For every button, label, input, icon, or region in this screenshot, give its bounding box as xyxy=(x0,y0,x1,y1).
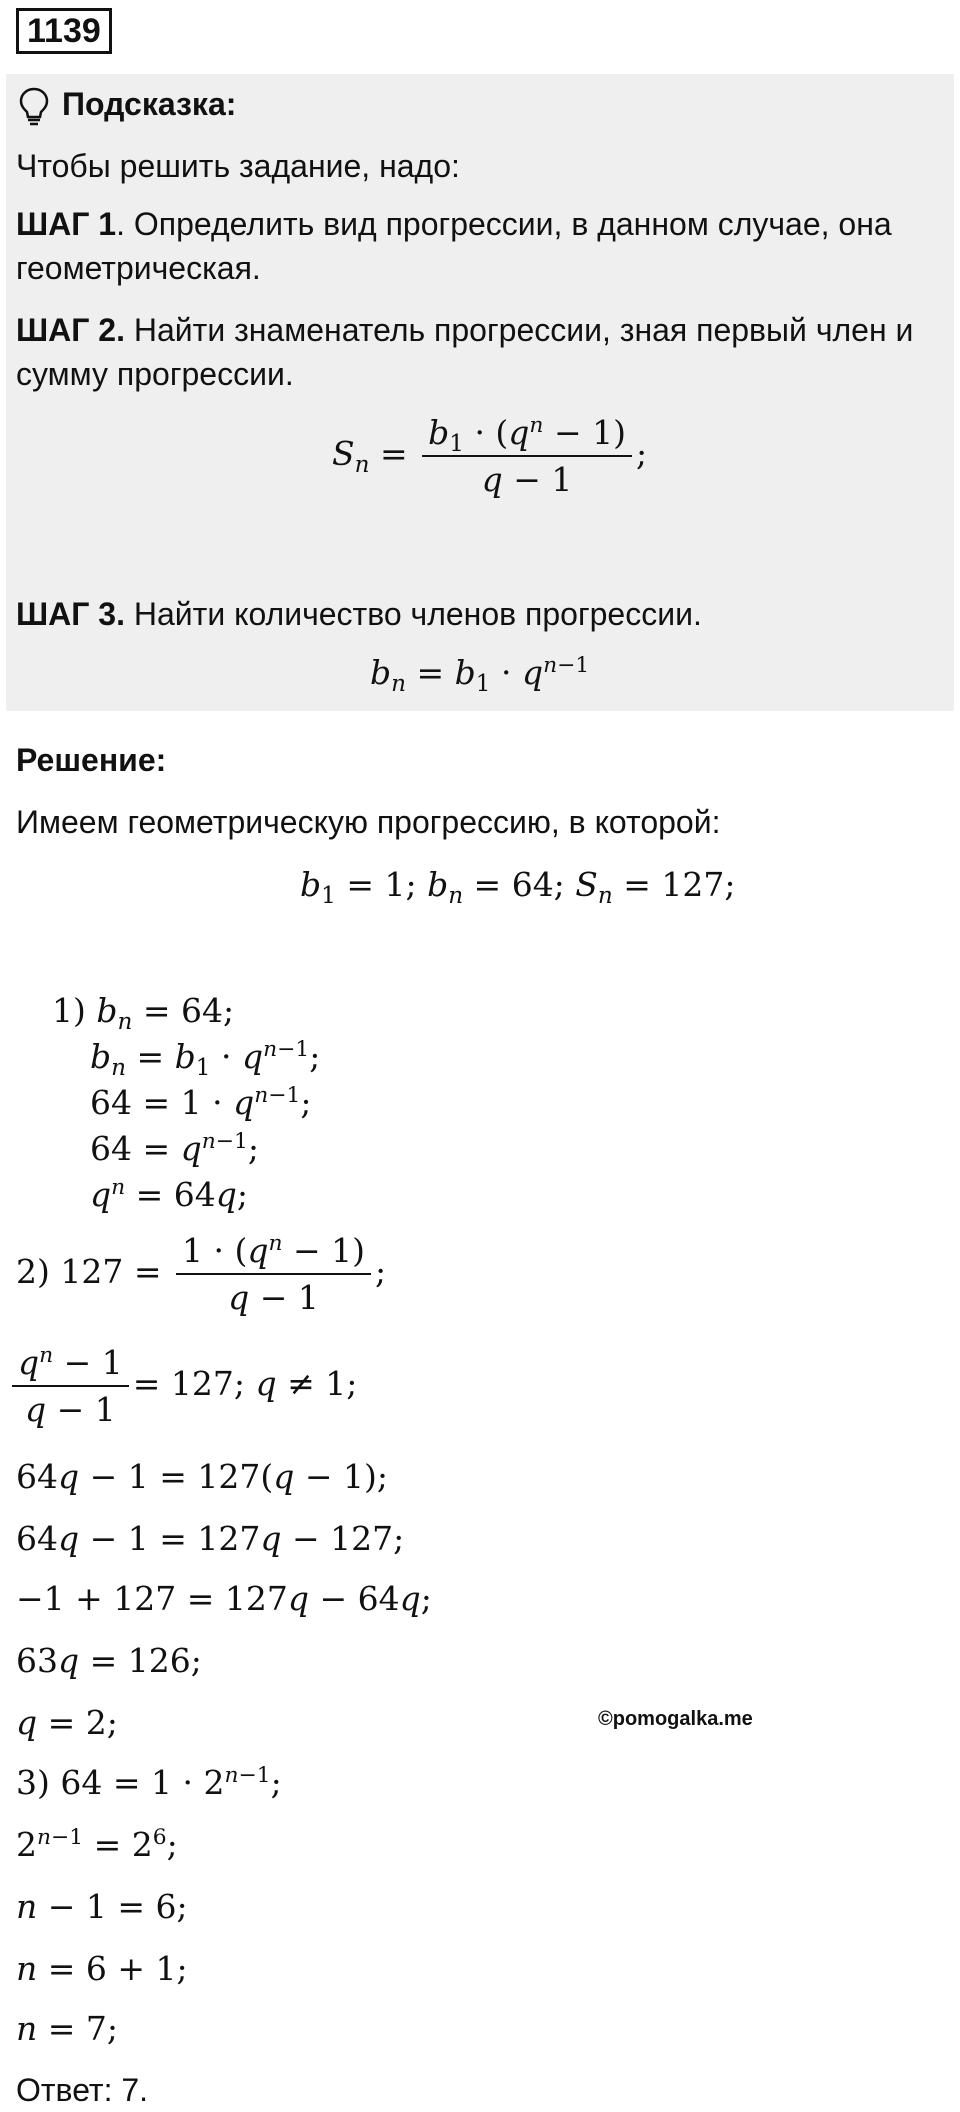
sol-step3-line3: n − 1 = 6; xyxy=(16,1887,188,1926)
sol-step2-line3: 64q − 1 = 127(q − 1); xyxy=(16,1457,388,1496)
formula-nth-term: $b_n = b_1 \cdot q^{n-1}$ xyxy=(370,653,590,697)
hint-step-3 xyxy=(16,592,944,636)
step1-label: ШАГ 1 xyxy=(16,206,117,242)
sol-step3-line2: $2^{n-1} = 2^6$; xyxy=(16,1825,178,1864)
sol-step3-line4: n = 6 + 1; xyxy=(16,1949,188,1988)
task-number: 1139 xyxy=(16,8,112,54)
step1-text: . Определить вид прогрессии, в данном случае, она геометрическая. xyxy=(16,206,892,286)
step3-text: Найти количество членов прогрессии. xyxy=(124,596,702,632)
given-values: $b_1 = 1$; $b_n = 64$; $S_n = 127$; xyxy=(300,865,736,909)
sol-step1-line1: 1) $b_n = 64$; xyxy=(52,991,235,1035)
answer: Ответ: 7. xyxy=(16,2072,149,2108)
hint-step-2 xyxy=(16,308,944,396)
sol-step2-line7: q = 2; xyxy=(16,1703,118,1742)
step3-label: ШАГ 3. xyxy=(16,596,125,632)
sol-step1-line5: $q^n = 64q$; xyxy=(90,1175,249,1214)
sol-step2-line2: $\frac{q^n - 1}{q - 1}$ = 127; q ≠ 1; xyxy=(12,1346,357,1426)
hint-intro: Чтобы решить задание, надо: xyxy=(16,148,460,184)
sol-step1-line3: $64 = 1 \cdot q^{n-1}$; xyxy=(90,1083,312,1122)
solution-intro: Имеем геометрическую прогрессию, в которой: xyxy=(16,804,721,840)
hint-step-1 xyxy=(16,202,944,290)
lightbulb-icon xyxy=(18,86,50,134)
hint-title: Подсказка: xyxy=(62,86,237,122)
sol-step1-line4: $64 = q^{n-1}$; xyxy=(90,1129,259,1168)
sol-step3-line5: n = 7; xyxy=(16,2009,119,2048)
sol-step2-line6: 63q = 126; xyxy=(16,1641,202,1680)
step2-label: ШАГ 2. xyxy=(16,312,125,348)
solution-title: Решение: xyxy=(16,742,167,778)
sol-step3-line1: 3) $64 = 1 \cdot 2^{n-1}$; xyxy=(16,1763,282,1802)
sol-step2-line4: 64q − 1 = 127q − 127; xyxy=(16,1519,405,1558)
sol-step1-line2: $b_n = b_1 \cdot q^{n-1}$; xyxy=(90,1037,321,1081)
sol-step2-line5: −1 + 127 = 127q − 64q; xyxy=(16,1579,432,1618)
formula-sum: $S_n$ = $\frac{b_1 \cdot (q^n - 1)}{q - 1}$ ; xyxy=(332,413,648,500)
step2-text: Найти знаменатель прогрессии, зная первый член и сумму прогрессии. xyxy=(16,312,914,392)
watermark: ©pomogalka.me xyxy=(598,1708,753,1730)
sol-step2-line1: 2) 127 = $\frac{1 \cdot (q^n - 1)}{q - 1}$ ; xyxy=(16,1231,387,1317)
